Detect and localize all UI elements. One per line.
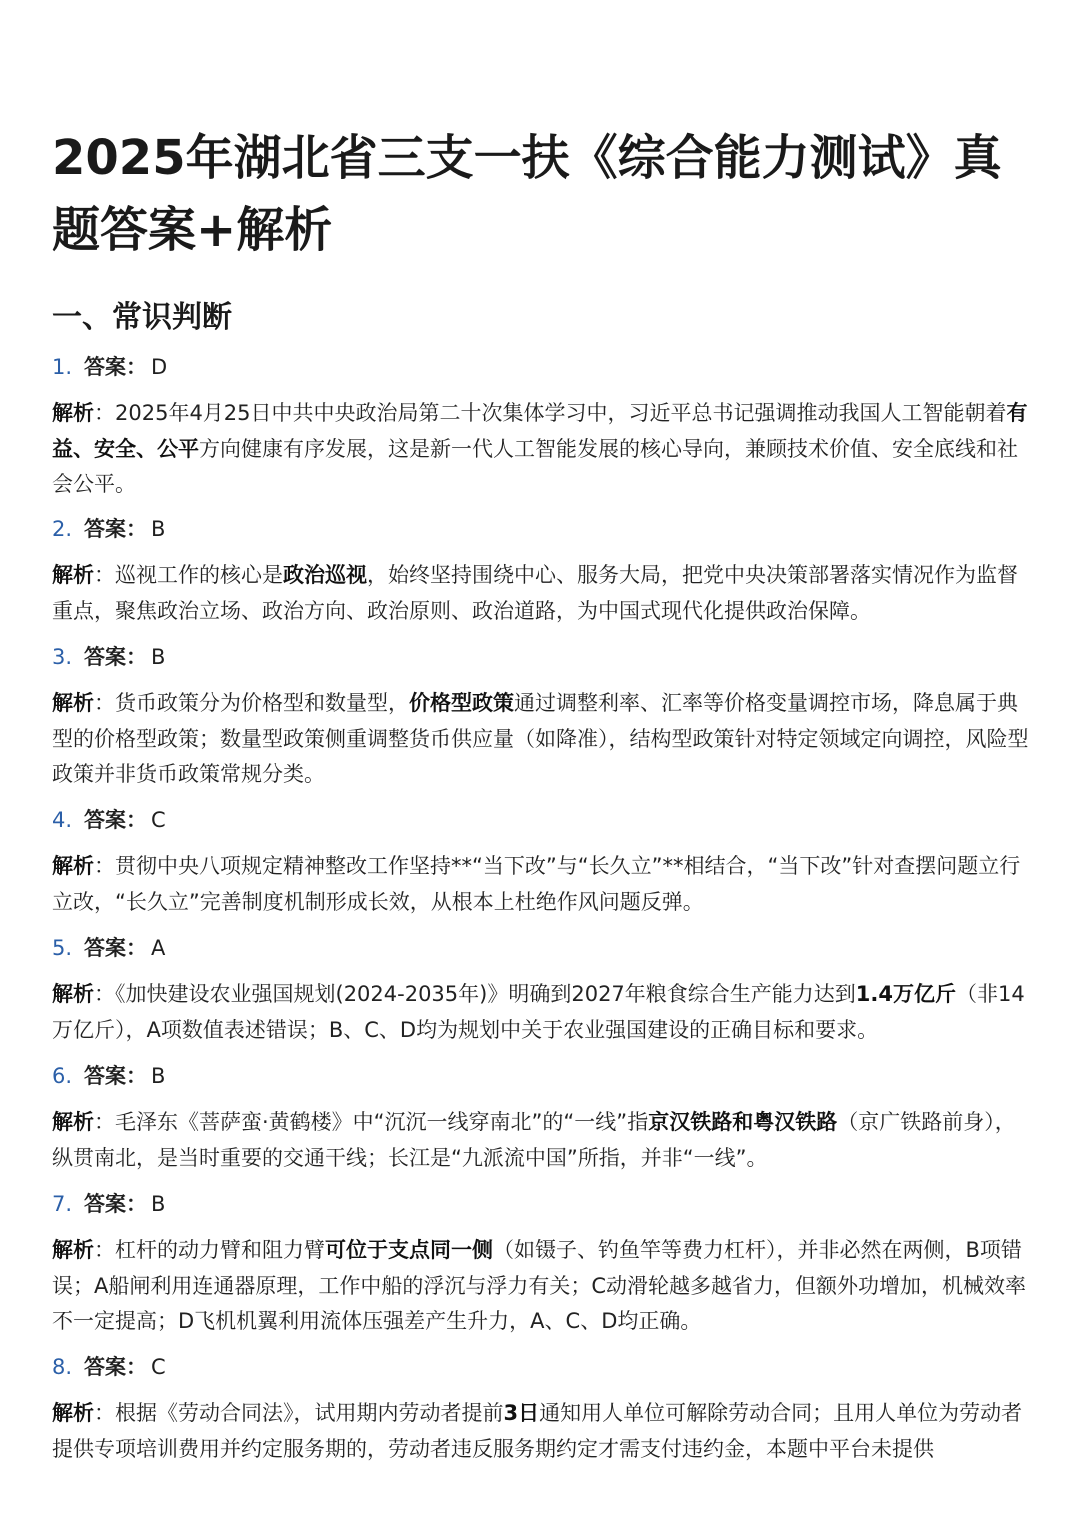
analysis-emphasis: 政治巡视 [283,563,367,587]
answer-line [52,350,167,384]
analysis-text: 巡视工作的核心是 [115,563,283,587]
analysis-text: 《加快建设农业强国规划(2024-2035年)》明确到2027年粮食综合生产能力达到 [115,982,856,1006]
analysis-paragraph [52,558,1032,629]
answer-label: 答案： [84,936,147,960]
answer-line [52,512,165,546]
answer-label: 答案： [84,645,147,669]
analysis-paragraph [52,396,1032,503]
answer-value: C [151,1355,166,1379]
analysis-text: 货币政策分为价格型和数量型， [115,691,409,715]
analysis-label: 解析 [52,854,94,878]
analysis-label: 解析 [52,982,94,1006]
question-number: 3. [52,645,73,669]
analysis-colon: ： [94,1110,115,1134]
analysis-colon: ： [94,691,115,715]
analysis-text: 2025年4月25日中共中央政治局第二十次集体学习中，习近平总书记强调推动我国人工智能朝着 [115,401,1007,425]
analysis-paragraph [52,1105,1032,1176]
answer-line [52,803,166,837]
analysis-text: 杠杆的动力臂和阻力臂 [115,1238,325,1262]
analysis-paragraph [52,1396,1032,1467]
answer-label: 答案： [84,1192,147,1216]
analysis-label: 解析 [52,401,94,425]
answer-line [52,1350,166,1384]
analysis-emphasis: 可位于支点同一侧 [325,1238,493,1262]
question-number: 6. [52,1064,73,1088]
analysis-paragraph [52,686,1032,793]
answer-label: 答案： [84,1355,147,1379]
answer-value: A [151,936,166,960]
analysis-colon: ： [94,563,115,587]
answer-line [52,931,165,965]
analysis-label: 解析 [52,1401,94,1425]
question-number: 1. [52,355,73,379]
analysis-text: ，始终坚持围绕中心、服务大局，把党中央决策部署落实情况作为监督重点，聚焦政治立场、政治方向、政治原则、政治道路，为中国式现代化提供政治保障。 [52,563,1018,623]
analysis-text: 毛泽东《菩萨蛮·黄鹤楼》中“沉沉一线穿南北”的“一线”指 [115,1110,649,1134]
analysis-text: 通过调整利率、汇率等价格变量调控市场，降息属于典型的价格型政策；数量型政策侧重调整货币供应量（如降准），结构型政策针对特定领域定向调控，风险型政策并非货币政策常规分类。 [52,691,1029,786]
page-title: 2025年湖北省三支一扶《综合能力测试》真题答案+解析 [52,130,1002,258]
answer-label: 答案： [84,517,147,541]
answer-value: B [151,1192,166,1216]
analysis-label: 解析 [52,1110,94,1134]
answer-label: 答案： [84,1064,147,1088]
answer-value: D [151,355,168,379]
analysis-text: （非14万亿斤），A项数值表述错误；B、C、D均为规划中关于农业强国建设的正确目标和要求。 [52,982,1025,1042]
analysis-emphasis: 京汉铁路和粤汉铁路 [648,1110,838,1134]
analysis-emphasis: 3日 [503,1401,540,1425]
analysis-text: 通知用人单位可解除劳动合同；且用人单位为劳动者提供专项培训费用并约定服务期的，劳动者违反服务期约定才需支付违约金，本题中平台未提供 [52,1401,1023,1461]
analysis-emphasis: 有益、安全、公平 [52,401,1028,461]
answer-label: 答案： [84,808,147,832]
answer-line [52,1187,165,1221]
answer-label: 答案： [84,355,147,379]
section-heading: 一、常识判断 [52,300,232,335]
question-number: 2. [52,517,73,541]
analysis-label: 解析 [52,1238,94,1262]
analysis-emphasis: 价格型政策 [409,691,514,715]
analysis-colon: ： [94,1401,115,1425]
analysis-emphasis: 1.4万亿斤 [855,982,956,1006]
answer-value: B [151,517,166,541]
analysis-colon: ： [94,982,115,1006]
analysis-text: （京广铁路前身），纵贯南北，是当时重要的交通干线；长江是“九派流中国”所指，并非“一线”。 [52,1110,1016,1170]
question-number: 8. [52,1355,73,1379]
analysis-text: 根据《劳动合同法》，试用期内劳动者提前 [115,1401,504,1425]
analysis-text: （如镊子、钓鱼竿等费力杠杆），并非必然在两侧，B项错误；A船闸利用连通器原理，工作中船的浮沉与浮力有关；C动滑轮越多越省力，但额外功增加，机械效率不一定提高；D飞机机翼利用流体压强差产生升力，A、C、D均正确。 [52,1238,1027,1333]
answer-line [52,640,165,674]
analysis-colon: ： [94,401,115,425]
analysis-colon: ： [94,854,115,878]
analysis-text: 方向健康有序发展，这是新一代人工智能发展的核心导向，兼顾技术价值、安全底线和社会公平。 [52,436,1018,496]
analysis-colon: ： [94,1238,115,1262]
analysis-text: 贯彻中央八项规定精神整改工作坚持**“当下改”与“长久立”**相结合，“当下改”针对查摆问题立行立改，“长久立”完善制度机制形成长效，从根本上杜绝作风问题反弹。 [52,854,1021,914]
question-number: 4. [52,808,73,832]
analysis-label: 解析 [52,691,94,715]
answer-value: B [151,645,166,669]
question-number: 5. [52,936,73,960]
analysis-paragraph [52,977,1032,1048]
answer-line [52,1059,165,1093]
answer-value: B [151,1064,166,1088]
analysis-paragraph [52,849,1032,920]
question-number: 7. [52,1192,73,1216]
analysis-paragraph [52,1233,1032,1340]
analysis-label: 解析 [52,563,94,587]
answer-value: C [151,808,166,832]
